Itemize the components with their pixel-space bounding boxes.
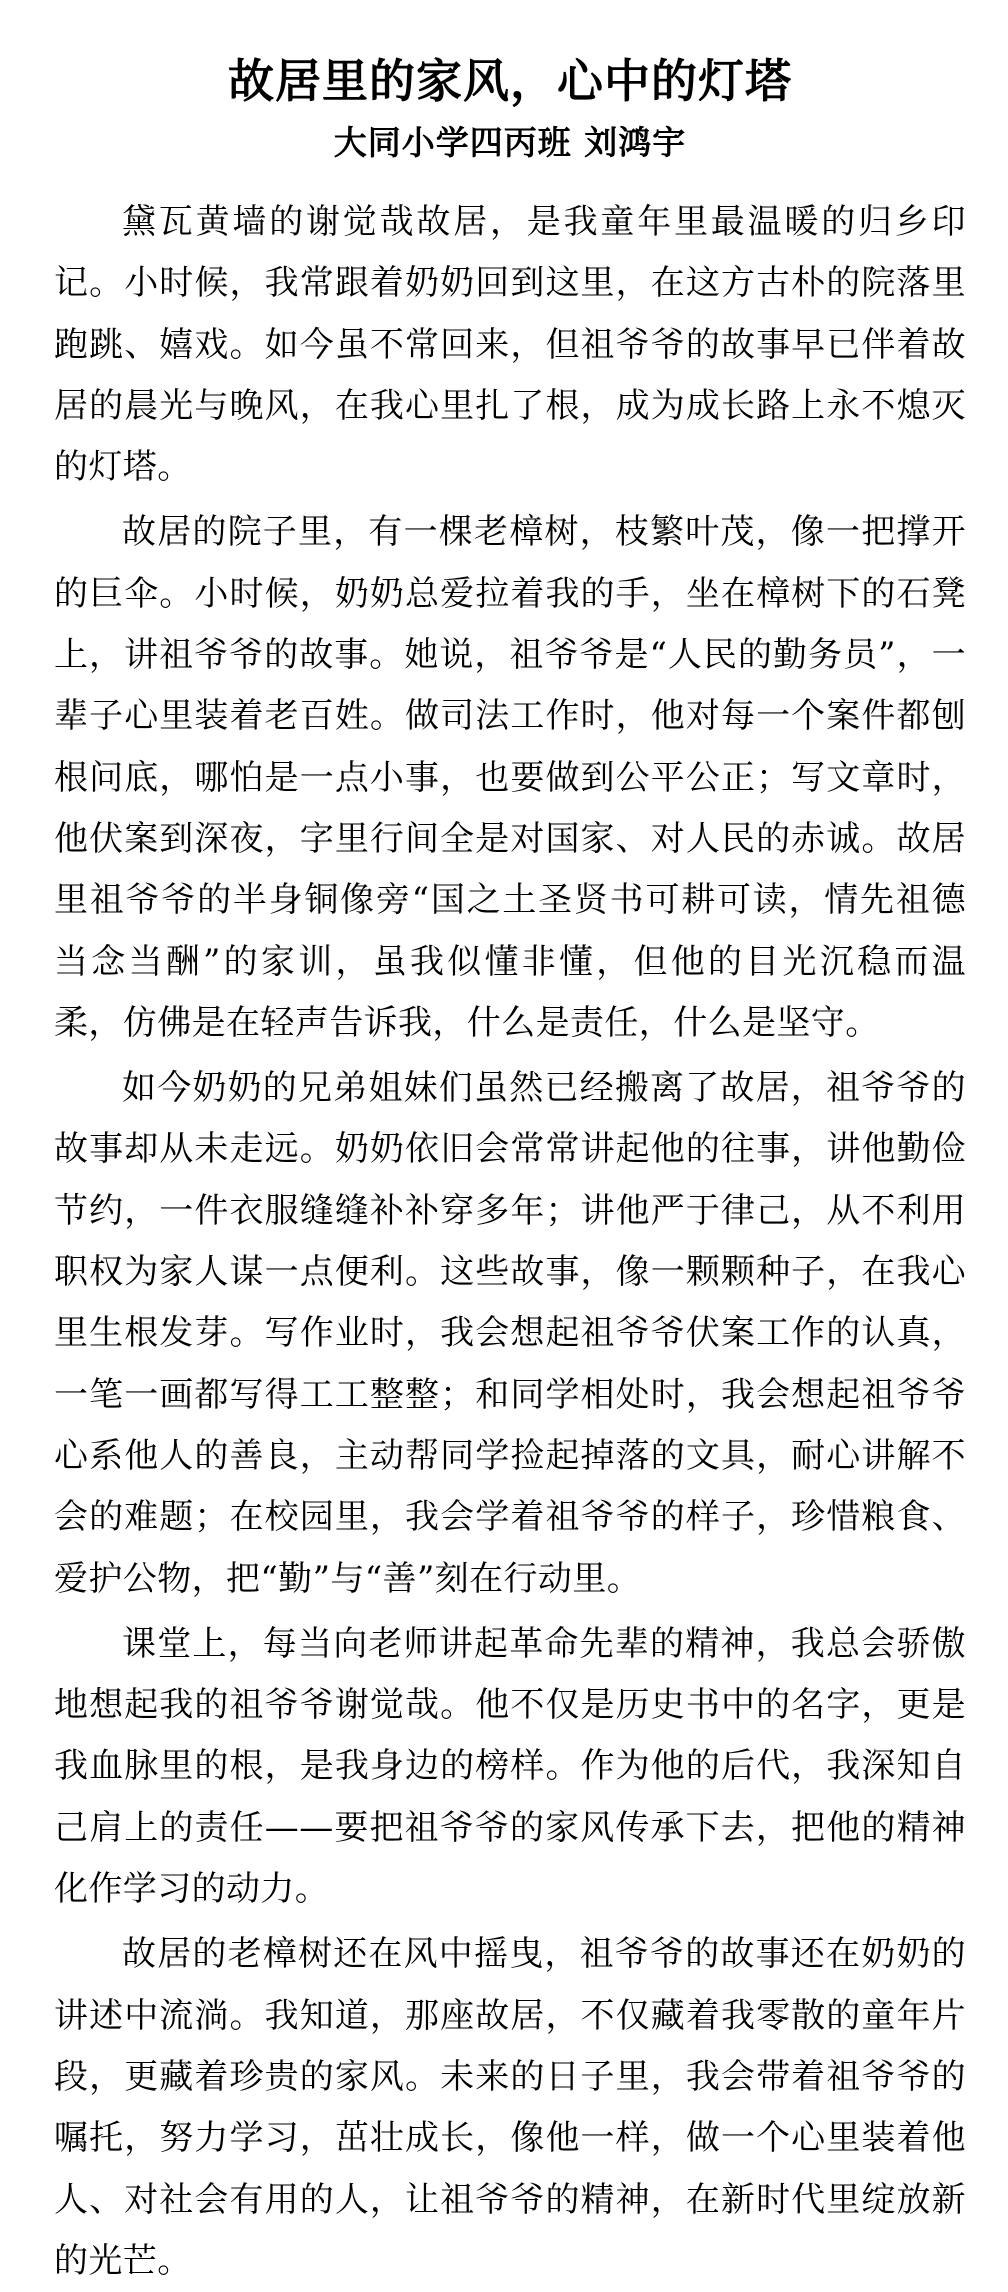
essay-title: 故居里的家风，心中的灯塔 <box>228 54 792 108</box>
paragraph-3: 如今奶奶的兄弟姐妹们虽然已经搬离了故居，祖爷爷的故事却从未走远。奶奶依旧会常常讲起他的往事，讲他勤俭节约，一件衣服缝缝补补穿多年；讲他严于律己，从不利用职权为家人谋一点便利。这些故事，像一颗颗种子，在我心里生根发芽。写作业时，我会想起祖爷爷伏案工作的认真，一笔一画都写得工工整整；和同学相处时，我会想起祖爷爷心系他人的善良，主动帮同学捡起掉落的文具，耐心讲解不会的难题；在校园里，我会学着祖爷爷的样子，珍惜粮食、爱护公物，把“勤”与“善”刻在行动里。 <box>54 1068 966 1599</box>
author-line: 大同小学四丙班 刘鸿宇 <box>333 123 687 162</box>
paragraph-5: 故居的老樟树还在风中摇曳，祖爷爷的故事还在奶奶的讲述中流淌。我知道，那座故居，不仅藏着我零散的童年片段，更藏着珍贵的家风。未来的日子里，我会带着祖爷爷的嘱托，努力学习，茁壮成长，像他一样，做一个心里装着他人、对社会有用的人，让祖爷爷的精神，在新时代里绽放新的光芒。 <box>54 1934 966 2281</box>
paragraph-2: 故居的院子里，有一棵老樟树，枝繁叶茂，像一把撑开的巨伞。小时候，奶奶总爱拉着我的手，坐在樟树下的石凳上，讲祖爷爷的故事。她说，祖爷爷是“人民的勤务员”，一辈子心里装着老百姓。做司法工作时，他对每一个案件都刨根问底，哪怕是一点小事，也要做到公平公正；写文章时，他伏案到深夜，字里行间全是对国家、对人民的赤诚。故居里祖爷爷的半身铜像旁“国之土圣贤书可耕可读，情先祖德当念当酬”的家训，虽我似懂非懂，但他的目光沉稳而温柔，仿佛是在轻声告诉我，什么是责任，什么是坚守。 <box>54 512 966 1043</box>
essay-body <box>54 192 966 2292</box>
paragraph-1: 黛瓦黄墙的谢觉哉故居，是我童年里最温暖的归乡印记。小时候，我常跟着奶奶回到这里，在这方古朴的院落里跑跳、嬉戏。如今虽不常回来，但祖爷爷的故事早已伴着故居的晨光与晚风，在我心里扎了根，成为成长路上永不熄灭的灯塔。 <box>54 202 966 488</box>
paragraph-4: 课堂上，每当向老师讲起革命先辈的精神，我总会骄傲地想起我的祖爷爷谢觉哉。他不仅是历史书中的名字，更是我血脉里的根，是我身边的榜样。作为他的后代，我深知自己肩上的责任——要把祖爷爷的家风传承下去，把他的精神化作学习的动力。 <box>54 1623 966 1910</box>
